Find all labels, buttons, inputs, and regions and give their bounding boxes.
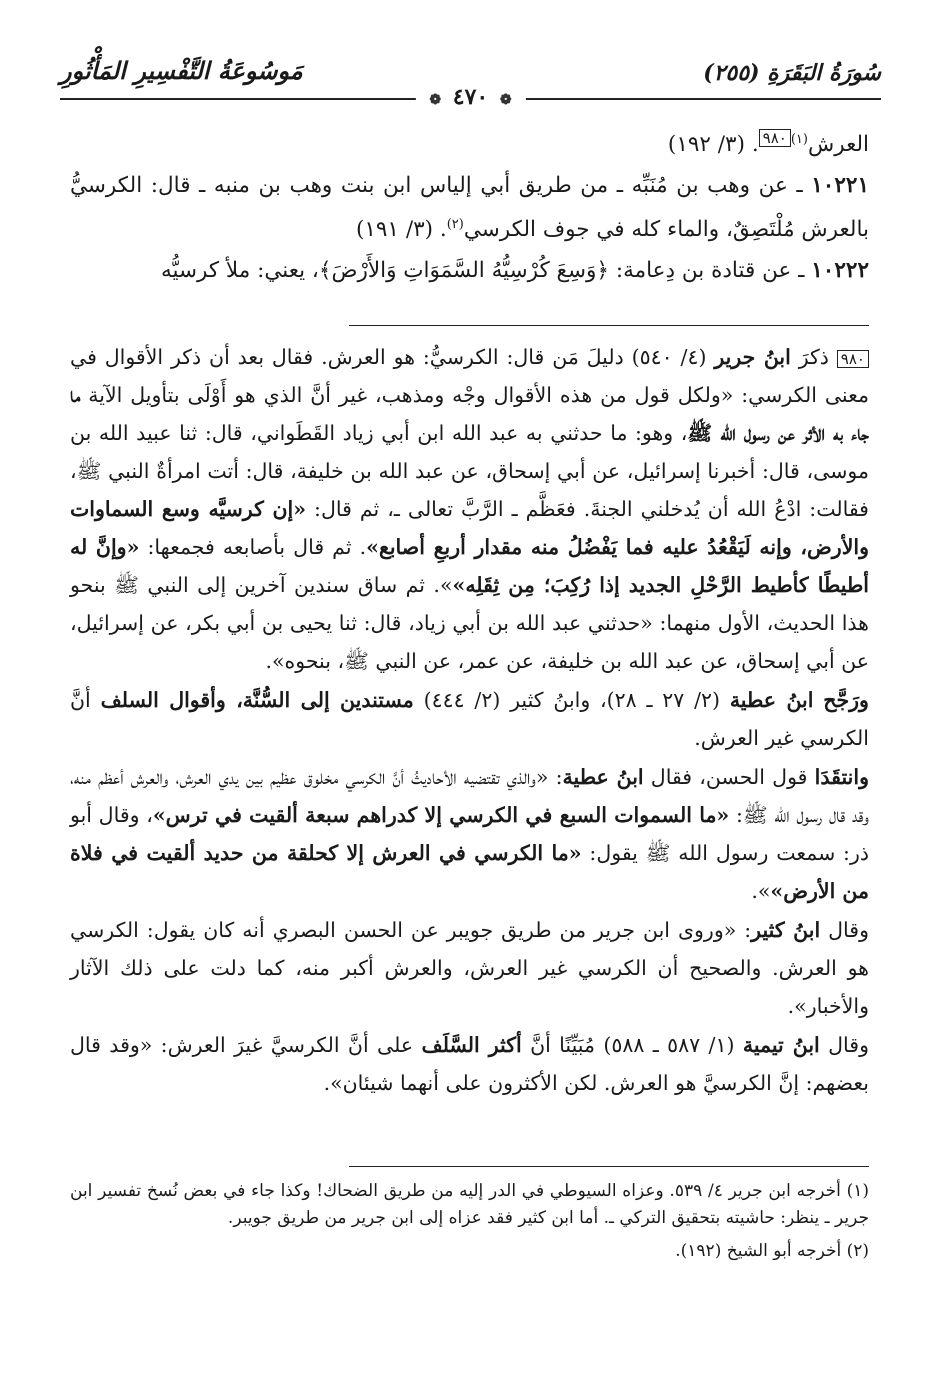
main-paragraph: ١٠٢٢٢ ـ عن قتادة بن دِعامة: ﴿وَسِعَ كُرْسِيُّهُ السَّمَوَاتِ وَالأَرْضَ﴾، يعني: ملأ كرسيُّه: [160, 258, 869, 284]
note-box: ٩٨٠: [837, 350, 869, 368]
page-header: [60, 54, 881, 110]
note-paragraph: وانتقَدَا قول الحسن، فقال ابنُ عطية: «والذي تقتضيه الأحاديثُ أنَّ الكرسي مخلوق عظيم بين يدي العرش، والعرش أعظم منه، وقد قال رسول الله ﷺ: «ما السموات السبع في الكرسي إلا كدراهم سبعة ألقيت في ترس»، وقال أبو ذر: سمعت رسول الله ﷺ يقول: «ما الكرسي في العرش إلا كحلقة من حديد ألقيت في فلاة من الأرض»».: [70, 765, 869, 903]
note-paragraph: وقال ابنُ تيمية (١/ ٥٨٧ ـ ٥٨٨) مُبَيِّنًا أنَّ أكثر السَّلَف على أنَّ الكرسيَّ غيرَ العرش: «وقد قال بعضهم: إنَّ الكرسيَّ هو العرش. لكن الأكثرون على أنهما شيئان».: [70, 1033, 869, 1095]
footnote-ref: (٢): [446, 217, 464, 233]
main-text: [70, 120, 869, 292]
report-number: ١٠٢٢٢: [811, 258, 869, 284]
note-paragraph: ورَجَّح ابنُ عطية (٢/ ٢٧ ـ ٢٨)، وابنُ كثير (٢/ ٤٤٤) مستندين إلى السُّنَّة، وأقوال السلف أنَّ الكرسي غير العرش.: [70, 688, 869, 750]
page-number-block: [415, 84, 525, 110]
footnotes-separator: [349, 1166, 869, 1167]
footnote: (٢) أخرجه أبو الشيخ (١٩٢).: [675, 1241, 869, 1261]
note-paragraph: وقال ابنُ كثير: «وروى ابن جرير من طريق جويبر عن الحسن البصري أنه كان يقول: الكرسي هو العرش. والصحيح أن الكرسي غير العرش، والعرش أكبر منه، كما دلت على ذلك الآثار والأخبار».: [70, 918, 869, 1018]
report-number: ١٠٢٢١: [811, 173, 869, 199]
commentary-notes: [70, 338, 869, 1103]
book-title: مَوسُوعَةُ التَّفْسِيرِ المَأْثُورِ: [60, 56, 303, 85]
surah-title: سُورَةُ البَقَرَةِ (٢٥٥): [703, 60, 881, 86]
ornament-icon: ❁: [499, 92, 512, 108]
notes-separator: [349, 325, 869, 326]
footnote-ref: (١): [790, 132, 808, 147]
note-box: ٩٨٠: [759, 129, 791, 147]
main-paragraph: ١٠٢٢١ ـ عن وهب بن مُنَبِّه ـ من طريق أبي إلياس ابن بنت وهب بن منبه ـ قال: الكرسيُّ بالعرش مُلْتَصِقٌ، والماء كله في جوف الكرسي$^{(٢)}$. (٣/ ١٩١): [70, 173, 869, 243]
note-paragraph: ٩٨٠ ذكرَ ابنُ جرير (٤/ ٥٤٠) دليلَ مَن قال: الكرسيُّ: هو العرش. فقال بعد أن ذكر الأقوال في معنى الكرسي: «ولكل قول من هذه الأقوال وجْه ومذهب، غير أنَّ الذي هو أَوْلَى بتأويل الآية ما جاء به الأثر عن رسول الله ﷺ، وهو: ما حدثني به عبد الله ابن أبي زياد القَطَواني، قال: ثنا عبيد الله بن موسى، قال: أخبرنا إسرائيل، عن أبي إسحاق، عن عبد الله بن خليفة، قال: أتت امرأةٌ النبي ﷺ، فقالت: ادْعُ الله أن يُدخلني الجنةَ. فعَظَّم ـ الرَّبَّ تعالى ـ، ثم قال: «إن كرسيَّه وسع السماوات والأرض، وإنه لَيَقْعُدُ عليه فما يَفْضُلُ منه مقدار أربعِ أصابع». ثم قال بأصابعه فجمعها: «وإنَّ له أطيطًا كأطيط الرَّحْلِ الجديد إذا رُكِبَ؛ مِن ثِقَلِه»». ثم ساق سندين آخرين إلى النبي ﷺ بنحو هذا الحديث، الأول منهما: «حدثني عبد الله بن أبي زياد، قال: ثنا يحيى بن أبي بكر، عن إسرائيل، عن أبي إسحاق، عن عبد الله بن خليفة، عن عمر، عن النبي ﷺ، بنحوه».: [70, 345, 869, 673]
page-number: ٤٧٠: [452, 84, 489, 110]
main-paragraph: العرش$^{(١)}$٩٨٠. (٣/ ١٩٢): [667, 129, 869, 158]
footnote: (١) أخرجه ابن جرير ٤/ ٥٣٩. وعزاه السيوطي في الدر إليه من طريق الضحاك! وكذا جاء في بعض نُسخ تفسير ابن جرير ـ ينظر: حاشيته بتحقيق التركي ـ. أما ابن كثير فقد عزاه إلى ابن جرير من طريق جويبر.: [70, 1181, 869, 1228]
ornament-icon: ❁: [429, 92, 442, 108]
footnotes: [70, 1178, 869, 1271]
